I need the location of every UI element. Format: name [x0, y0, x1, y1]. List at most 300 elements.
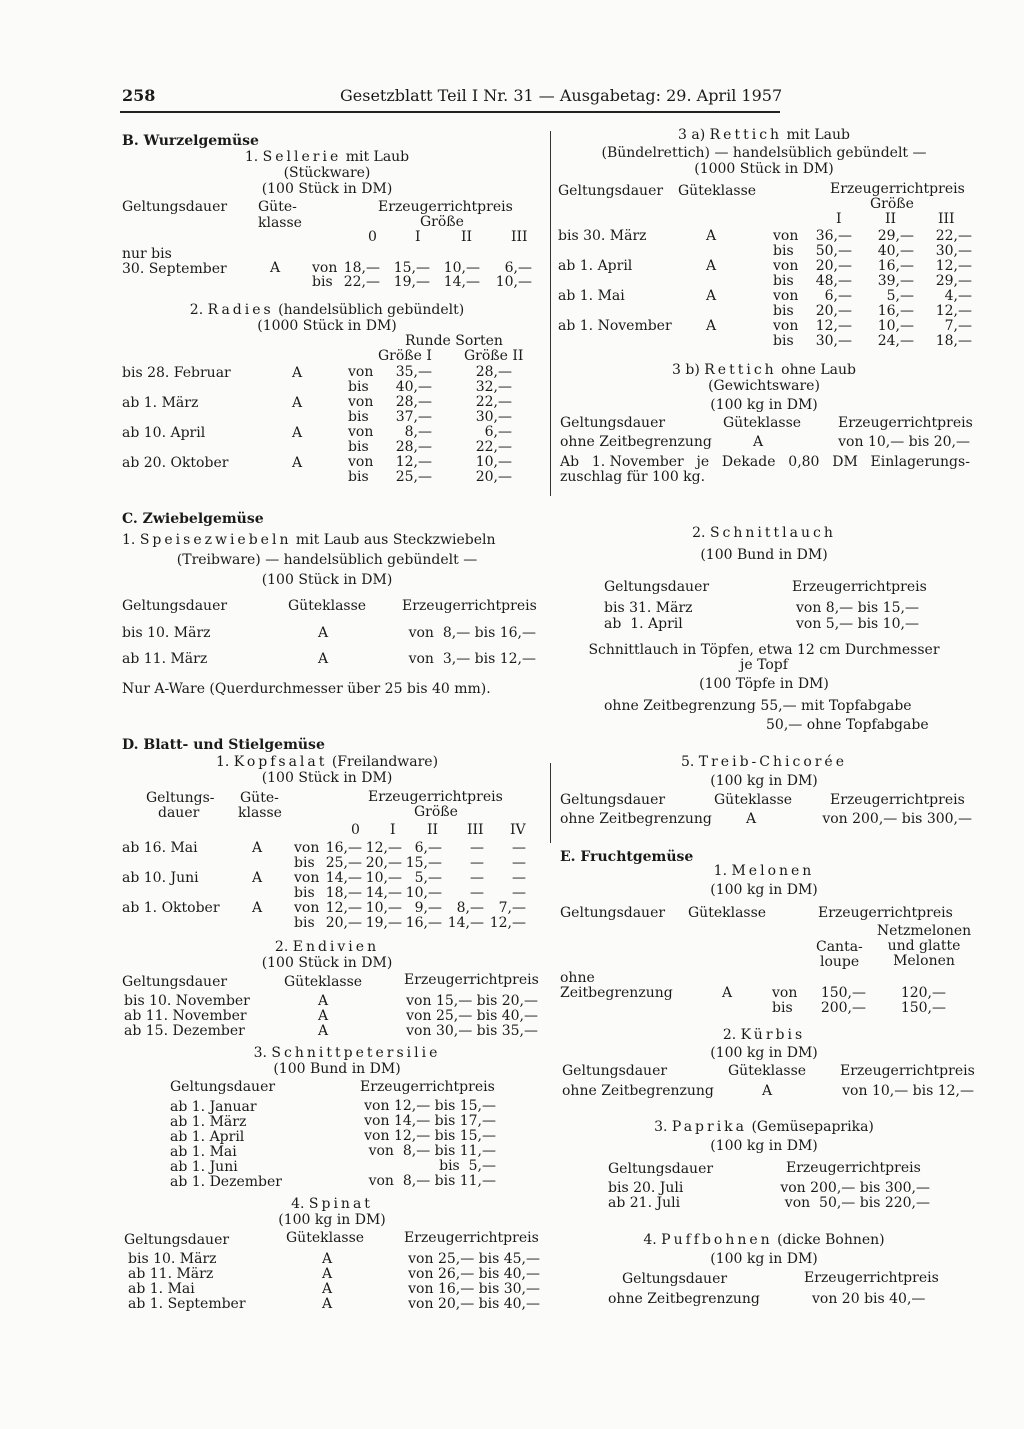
price-range: von 12,— bis 15,—: [364, 1128, 496, 1144]
price-range: von 8,— bis 16,—: [408, 625, 536, 641]
bis-label: bis: [294, 885, 315, 901]
row-label: ab 1. Januar: [170, 1099, 257, 1115]
col-header: und glatte: [887, 938, 961, 954]
unit-line: (100 Bund in DM): [700, 547, 828, 563]
klasse: A: [292, 455, 303, 471]
col-header: Geltungsdauer: [622, 1271, 728, 1287]
col-header: Güteklasse: [288, 598, 367, 614]
section-heading: B. Wurzelgemüse: [122, 133, 259, 149]
klasse: A: [292, 395, 303, 411]
price: 150,—: [900, 1000, 946, 1016]
row-label: ab 1. März: [122, 395, 199, 411]
price-range: von 50,— bis 220,—: [784, 1195, 930, 1211]
price: 28,—: [395, 394, 432, 410]
bis-label: bis: [294, 915, 315, 931]
row-label: ab 1. Mai: [170, 1144, 237, 1160]
row-label: bis 10. März: [128, 1251, 217, 1267]
sub-title: 5. Treib-Chicorée: [680, 754, 848, 770]
text-line: je Topf: [740, 657, 788, 673]
row-label: ab 1. September: [128, 1296, 246, 1312]
row-label: ab 15. Dezember: [124, 1023, 245, 1039]
sub-title: 1. Sellerie mit Laub: [244, 149, 410, 165]
row-label: ohne: [560, 970, 595, 986]
price: 12,—: [815, 318, 852, 334]
klasse: A: [706, 228, 717, 244]
column-divider: [550, 131, 551, 496]
von-label: von: [348, 454, 374, 470]
col-header: Güte-: [258, 199, 297, 215]
price: 20,—: [815, 303, 852, 319]
von-label: von: [773, 258, 799, 274]
price: 28,—: [395, 439, 432, 455]
klasse: A: [706, 258, 717, 274]
price: 9,—: [414, 900, 442, 916]
col-header: Güteklasse: [728, 1063, 807, 1079]
price: 12,—: [325, 900, 362, 916]
price: 50,—: [815, 243, 852, 259]
klasse: A: [322, 1296, 333, 1312]
col-header: 0: [368, 229, 377, 245]
unit-line: (100 kg in DM): [710, 1251, 818, 1267]
col-header: Geltungsdauer: [122, 199, 228, 215]
row-label: ab 10. April: [122, 425, 206, 441]
klasse: A: [706, 318, 717, 334]
col-header: Erzeugerrichtpreis: [830, 181, 965, 197]
unit-line: (100 Bund in DM): [273, 1061, 401, 1077]
col-header: Erzeugerrichtpreis: [378, 199, 513, 215]
col-header: Geltungsdauer: [170, 1079, 276, 1095]
page-header-title: Gesetzblatt Teil I Nr. 31 — Ausgabetag: 29. April 1957: [340, 86, 783, 105]
klasse: A: [252, 840, 263, 856]
unit-line: (100 kg in DM): [710, 397, 818, 413]
col-header: IV: [510, 822, 526, 838]
von-label: von: [294, 900, 320, 916]
price: 10,—: [495, 274, 532, 290]
price-range: von 8,— bis 11,—: [368, 1173, 496, 1189]
bis-label: bis: [773, 333, 794, 349]
price: 25,—: [395, 469, 432, 485]
klasse: A: [322, 1281, 333, 1297]
row-label: ohne Zeitbegrenzung: [608, 1291, 760, 1307]
price: —: [512, 840, 526, 856]
col-header: III: [938, 211, 955, 227]
price: 22,—: [475, 394, 512, 410]
col-header: Geltungsdauer: [604, 579, 710, 595]
col-header: Güteklasse: [286, 1230, 365, 1246]
sub-title: 4. Spinat: [291, 1196, 373, 1212]
row-label: nur bis: [122, 246, 172, 262]
col-header: 0: [351, 822, 360, 838]
klasse: A: [318, 625, 329, 641]
col-header: I: [415, 229, 421, 245]
col-header: loupe: [820, 954, 860, 970]
col-header: Canta-: [816, 939, 863, 955]
col-header: Geltungsdauer: [122, 598, 228, 614]
sub-title: 4. Puffbohnen (dicke Bohnen): [643, 1232, 885, 1248]
price: 7,—: [944, 318, 972, 334]
col-header: Geltungsdauer: [560, 415, 666, 431]
price: 36,—: [815, 228, 852, 244]
col-header: Güte-: [240, 790, 279, 806]
bis-label: bis: [348, 469, 369, 485]
bis-label: bis: [312, 274, 333, 290]
price: —: [470, 855, 484, 871]
sub-title-line: (Stückware): [283, 165, 371, 181]
von-label: von: [348, 364, 374, 380]
klasse: A: [753, 434, 764, 450]
price: 28,—: [475, 364, 512, 380]
price: 22,—: [935, 228, 972, 244]
bis-label: bis: [773, 303, 794, 319]
col-header: Erzeugerrichtpreis: [786, 1160, 921, 1176]
price: 22,—: [475, 439, 512, 455]
col-header: dauer: [158, 805, 200, 821]
price: 12,—: [489, 915, 526, 931]
unit-line: (100 Stück in DM): [261, 572, 393, 588]
col-header: Größe: [420, 214, 464, 230]
price: —: [470, 840, 484, 856]
column-divider: [550, 763, 551, 843]
price: —: [512, 855, 526, 871]
col-header: Erzeugerrichtpreis: [404, 972, 539, 988]
price: 6,—: [824, 288, 852, 304]
von-label: von: [294, 870, 320, 886]
bis-label: bis: [294, 855, 315, 871]
klasse: A: [292, 425, 303, 441]
price: 120,—: [900, 985, 946, 1001]
row-label: ab 1. Mai: [558, 288, 625, 304]
page-number: 258: [122, 86, 156, 105]
price-range: von 20,— bis 40,—: [408, 1296, 540, 1312]
price-range: von 8,— bis 15,—: [796, 600, 919, 616]
von-label: von: [294, 840, 320, 856]
sub-title: 1. Melonen: [713, 863, 815, 879]
col-header: Güteklasse: [688, 905, 767, 921]
price: 150,—: [820, 985, 866, 1001]
price: 5,—: [414, 870, 442, 886]
price-range: von 20 bis 40,—: [812, 1291, 926, 1307]
row-label: ab 1. November: [558, 318, 672, 334]
price-range: von 30,— bis 35,—: [406, 1023, 538, 1039]
price-range: von 26,— bis 40,—: [408, 1266, 540, 1282]
price: 18,—: [343, 260, 380, 276]
sub-title: 1. Speisezwiebeln mit Laub aus Steckzwiebeln: [122, 532, 496, 548]
price: 10,—: [365, 870, 402, 886]
price: 10,—: [475, 454, 512, 470]
price: —: [470, 885, 484, 901]
price: 30,—: [815, 333, 852, 349]
price: 39,—: [877, 273, 914, 289]
col-header: Netzmelonen: [876, 923, 972, 939]
unit-line: (1000 Stück in DM): [257, 318, 397, 334]
col-header: Geltungsdauer: [560, 792, 666, 808]
price: 24,—: [877, 333, 914, 349]
row-label: bis 10. März: [122, 625, 211, 641]
von-label: von: [773, 228, 799, 244]
row-label: ab 20. Oktober: [122, 455, 229, 471]
text-line: Schnittlauch in Töpfen, etwa 12 cm Durchmesser: [588, 642, 940, 658]
bis-label: bis: [773, 273, 794, 289]
price: 19,—: [365, 915, 402, 931]
sub-title: 2. Radies (handelsüblich gebündelt): [189, 302, 465, 318]
von-label: von: [312, 260, 338, 276]
row-label: ab 1. Juni: [170, 1159, 238, 1175]
row-label: ab 21. Juli: [608, 1195, 681, 1211]
unit-line: (1000 Stück in DM): [694, 161, 834, 177]
section-heading: E. Fruchtgemüse: [560, 849, 694, 865]
header-rule: [120, 111, 780, 113]
klasse: A: [252, 900, 263, 916]
price: 20,—: [475, 469, 512, 485]
row-label: bis 10. November: [124, 993, 250, 1009]
row-label: ohne Zeitbegrenzung: [560, 811, 712, 827]
price: 6,—: [484, 424, 512, 440]
row-label: ab 10. Juni: [122, 870, 199, 886]
klasse: A: [292, 365, 303, 381]
bis-label: bis: [348, 409, 369, 425]
price: 29,—: [935, 273, 972, 289]
col-header: Erzeugerrichtpreis: [830, 792, 965, 808]
klasse: A: [322, 1266, 333, 1282]
col-header: Erzeugerrichtpreis: [368, 789, 503, 805]
price-range: von 16,— bis 30,—: [408, 1281, 540, 1297]
col-header: Geltungsdauer: [558, 183, 664, 199]
price: 16,—: [405, 915, 442, 931]
price: 12,—: [935, 258, 972, 274]
price: —: [512, 885, 526, 901]
price-range: von 14,— bis 17,—: [364, 1113, 496, 1129]
price: 12,—: [365, 840, 402, 856]
col-header: Güteklasse: [714, 792, 793, 808]
klasse: A: [722, 985, 733, 1001]
sub-title-line: (Gewichtsware): [708, 378, 820, 394]
note: Ab 1. November je Dekade 0,80 DM Einlagerungs-: [560, 454, 970, 470]
klasse: A: [252, 870, 263, 886]
col-header: II: [461, 229, 473, 245]
col-header: Erzeugerrichtpreis: [360, 1079, 495, 1095]
klasse: A: [318, 993, 329, 1009]
col-header: Güteklasse: [284, 974, 363, 990]
row-label: ab 1. April: [558, 258, 633, 274]
klasse: A: [270, 260, 281, 276]
price: 10,—: [877, 318, 914, 334]
row-label: ohne Zeitbegrenzung: [560, 434, 712, 450]
price: 29,—: [877, 228, 914, 244]
klasse: A: [322, 1251, 333, 1267]
sub-title-line: (Bündelrettich) — handelsüblich gebündelt —: [601, 145, 927, 161]
col-header: Runde Sorten: [405, 333, 503, 349]
price-range: von 12,— bis 15,—: [364, 1098, 496, 1114]
col-header: Erzeugerrichtpreis: [404, 1230, 539, 1246]
col-header: Güteklasse: [723, 415, 802, 431]
col-header: Geltungsdauer: [560, 905, 666, 921]
price: —: [512, 870, 526, 886]
row-label: ab 11. November: [124, 1008, 247, 1024]
von-label: von: [773, 288, 799, 304]
price: 15,—: [393, 260, 430, 276]
price: 15,—: [405, 855, 442, 871]
bis-label: bis: [772, 1000, 793, 1016]
col-header: Erzeugerrichtpreis: [818, 905, 953, 921]
bis-label: bis: [348, 439, 369, 455]
price: 20,—: [365, 855, 402, 871]
von-label: von: [772, 985, 798, 1001]
price-range: von 3,— bis 12,—: [408, 651, 536, 667]
price: 19,—: [393, 274, 430, 290]
section-heading: C. Zwiebelgemüse: [122, 511, 264, 527]
col-header: III: [511, 229, 528, 245]
col-header: Größe II: [464, 348, 524, 364]
price-range: von 25,— bis 45,—: [408, 1251, 540, 1267]
price: 6,—: [414, 840, 442, 856]
von-label: von: [348, 394, 374, 410]
row-label: bis 30. März: [558, 228, 647, 244]
price: 10,—: [405, 885, 442, 901]
price: 30,—: [935, 243, 972, 259]
price: 48,—: [815, 273, 852, 289]
price: 16,—: [325, 840, 362, 856]
price: 30,—: [475, 409, 512, 425]
sub-title: 3. Paprika (Gemüsepaprika): [654, 1119, 874, 1135]
price: 16,—: [877, 258, 914, 274]
sub-title: 1. Kopfsalat (Freilandware): [215, 754, 439, 770]
price: 7,—: [498, 900, 526, 916]
price-range: von 10,— bis 20,—: [838, 434, 970, 450]
sub-title: 3 a) Rettich mit Laub: [678, 127, 850, 143]
price-range: von 15,— bis 20,—: [406, 993, 538, 1009]
col-header: I: [836, 211, 842, 227]
sub-title-line: (Treibware) — handelsüblich gebündelt —: [176, 552, 478, 568]
col-header: klasse: [258, 215, 302, 231]
col-header: III: [467, 822, 484, 838]
row-label: ohne Zeitbegrenzung: [562, 1083, 714, 1099]
sub-title: 2. Endivien: [274, 939, 380, 955]
von-label: von: [348, 424, 374, 440]
price-range: von 25,— bis 40,—: [406, 1008, 538, 1024]
klasse: A: [706, 288, 717, 304]
unit-line: (100 kg in DM): [710, 1045, 818, 1061]
col-header: Größe I: [378, 348, 432, 364]
row-label: ab 16. Mai: [122, 840, 198, 856]
klasse: A: [746, 811, 757, 827]
row-label: ab 1. April: [170, 1129, 245, 1145]
price: 4,—: [944, 288, 972, 304]
price: 25,—: [325, 855, 362, 871]
price: 12,—: [395, 454, 432, 470]
unit-line: (100 kg in DM): [710, 1138, 818, 1154]
row-label: ab 1. Mai: [128, 1281, 195, 1297]
unit-line: (100 kg in DM): [710, 882, 818, 898]
col-header: Größe: [870, 196, 914, 212]
price: 20,—: [325, 915, 362, 931]
col-header: Erzeugerrichtpreis: [402, 598, 537, 614]
row-label: Zeitbegrenzung: [560, 985, 673, 1001]
price-range: bis 5,—: [439, 1158, 496, 1174]
price: 10,—: [443, 260, 480, 276]
col-header: Geltungs-: [146, 790, 215, 806]
col-header: II: [885, 211, 897, 227]
row-label: ab 11. März: [128, 1266, 214, 1282]
price: 14,—: [365, 885, 402, 901]
bis-label: bis: [348, 379, 369, 395]
price: 8,—: [404, 424, 432, 440]
klasse: A: [318, 1023, 329, 1039]
price: 14,—: [447, 915, 484, 931]
col-header: Größe: [414, 804, 458, 820]
row-label: ab 1. April: [604, 616, 683, 632]
price-range: von 8,— bis 11,—: [368, 1143, 496, 1159]
unit-line: (100 Stück in DM): [261, 770, 393, 786]
col-header: II: [427, 822, 439, 838]
price: 14,—: [325, 870, 362, 886]
row-label: bis 31. März: [604, 600, 693, 616]
unit-line: (100 Stück in DM): [261, 181, 393, 197]
price: 6,—: [504, 260, 532, 276]
price-range: von 200,— bis 300,—: [822, 811, 972, 827]
row-label: bis 20. Juli: [608, 1180, 684, 1196]
col-header: I: [390, 822, 396, 838]
col-header: Erzeugerrichtpreis: [840, 1063, 975, 1079]
klasse: A: [762, 1083, 773, 1099]
price: 32,—: [475, 379, 512, 395]
col-header: Geltungsdauer: [608, 1161, 714, 1177]
sub-title: 3. Schnittpetersilie: [253, 1045, 441, 1061]
price: —: [470, 870, 484, 886]
row-label: 30. September: [122, 261, 227, 277]
price: 8,—: [456, 900, 484, 916]
price-range: von 10,— bis 12,—: [842, 1083, 974, 1099]
col-header: Melonen: [893, 953, 955, 969]
text-line: 50,— ohne Topfabgabe: [766, 717, 929, 733]
note: zuschlag für 100 kg.: [560, 469, 706, 485]
col-header: Erzeugerrichtpreis: [838, 415, 973, 431]
row-label: ab 1. Dezember: [170, 1174, 282, 1190]
von-label: von: [773, 318, 799, 334]
price-range: von 200,— bis 300,—: [780, 1180, 930, 1196]
row-label: ab 1. Oktober: [122, 900, 220, 916]
klasse: A: [318, 651, 329, 667]
price: 200,—: [820, 1000, 866, 1016]
price: 20,—: [815, 258, 852, 274]
price: 18,—: [325, 885, 362, 901]
sub-title: 2. Kürbis: [722, 1027, 806, 1043]
price: 5,—: [886, 288, 914, 304]
unit-line: (100 kg in DM): [278, 1212, 386, 1228]
price: 40,—: [395, 379, 432, 395]
col-header: Geltungsdauer: [124, 1232, 230, 1248]
text-line: ohne Zeitbegrenzung 55,— mit Topfabgabe: [604, 698, 912, 714]
price: 14,—: [443, 274, 480, 290]
price: 37,—: [395, 409, 432, 425]
section-heading: D. Blatt- und Stielgemüse: [122, 737, 325, 753]
bis-label: bis: [773, 243, 794, 259]
sub-title: 3 b) Rettich ohne Laub: [672, 362, 856, 378]
sub-title: 2. Schnittlauch: [692, 525, 836, 541]
unit-line: (100 Töpfe in DM): [699, 676, 829, 692]
row-label: bis 28. Februar: [122, 365, 231, 381]
price: 35,—: [395, 364, 432, 380]
col-header: Erzeugerrichtpreis: [792, 579, 927, 595]
price: 18,—: [935, 333, 972, 349]
price: 10,—: [365, 900, 402, 916]
col-header: klasse: [238, 805, 282, 821]
klasse: A: [318, 1008, 329, 1024]
note: Nur A-Ware (Querdurchmesser über 25 bis 40 mm).: [122, 681, 491, 697]
col-header: Güteklasse: [678, 183, 757, 199]
price: 40,—: [877, 243, 914, 259]
price: 16,—: [877, 303, 914, 319]
unit-line: (100 Stück in DM): [261, 955, 393, 971]
